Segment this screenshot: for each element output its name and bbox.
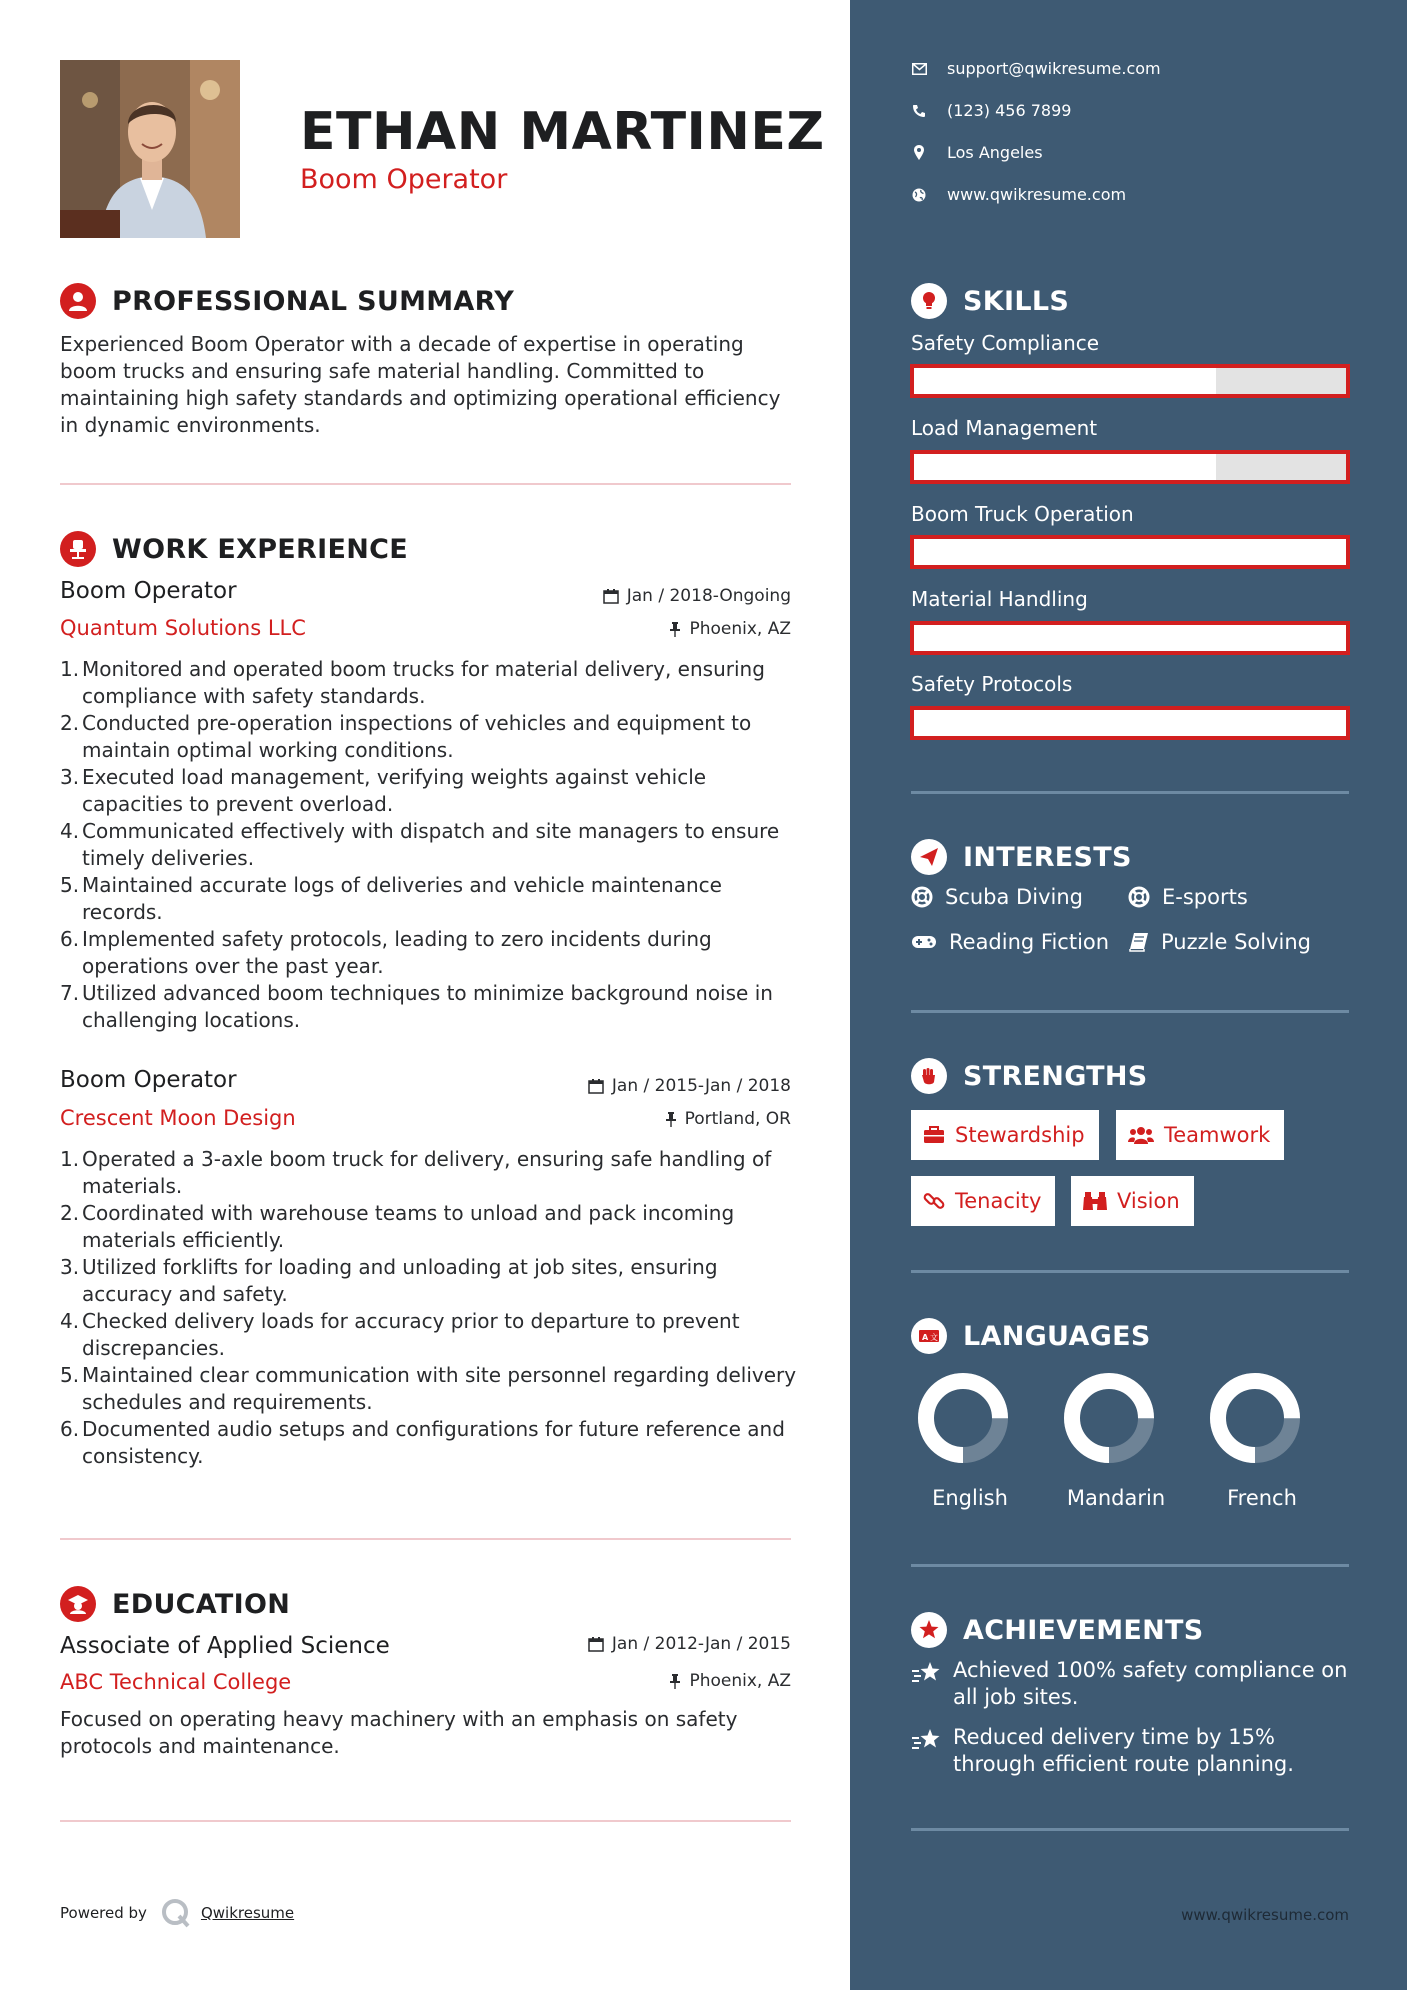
language-ring [1209, 1372, 1301, 1464]
skill-label: Material Handling [911, 587, 1088, 611]
duty-item: 5. Maintained accurate logs of deliveries and vehicle maintenance records. [60, 873, 722, 924]
job-2-company: Crescent Moon Design [60, 1106, 296, 1130]
summary-heading [60, 283, 514, 319]
skill-bar-fill [914, 710, 1346, 736]
skill-label: Boom Truck Operation [911, 502, 1134, 526]
skill-bar [910, 706, 1350, 740]
calendar-icon [603, 588, 619, 604]
strength-chip: Tenacity [911, 1176, 1055, 1226]
experience-title: WORK EXPERIENCE [112, 533, 408, 565]
chair-icon [60, 531, 96, 567]
achievement-item: Achieved 100% safety compliance on all job sites. [911, 1657, 1351, 1711]
skill-label: Safety Protocols [911, 672, 1073, 696]
pin-icon [665, 1111, 677, 1127]
achievement-item: Reduced delivery time by 15% through efficient route planning. [911, 1724, 1351, 1778]
education-heading [60, 1586, 290, 1622]
pin-icon [669, 621, 681, 637]
skill-bar-fill [914, 625, 1346, 651]
education-degree: Associate of Applied Science [60, 1633, 390, 1659]
job-2-location: Portland, OR [665, 1109, 791, 1129]
education-location: Phoenix, AZ [669, 1671, 791, 1691]
footer-powered-by: Powered by Qwikresume [60, 1898, 294, 1928]
skill-bar-fill [914, 368, 1216, 394]
envelope-icon [912, 63, 927, 75]
pin-icon [669, 1673, 681, 1689]
svg-text:A: A [922, 1333, 929, 1342]
strengths-title: STRENGTHS [963, 1060, 1148, 1092]
phone-icon [912, 104, 926, 118]
divider [911, 1010, 1349, 1013]
book-icon [1129, 932, 1149, 952]
job-1-location: Phoenix, AZ [669, 619, 791, 639]
skill-bar [910, 450, 1350, 484]
education-school: ABC Technical College [60, 1670, 292, 1694]
interest-item: Reading Fiction [911, 930, 1109, 954]
candidate-title: Boom Operator [300, 164, 508, 195]
qwikresume-link[interactable]: Qwikresume [200, 1904, 295, 1922]
strength-chip: Teamwork [1116, 1110, 1284, 1160]
duty-item: 4. Checked delivery loads for accuracy prior to departure to prevent discrepancies. [60, 1309, 740, 1360]
users-icon [1128, 1125, 1154, 1145]
duty-item: 1. Operated a 3-axle boom truck for delivery, ensuring safe handling of materials. [60, 1147, 772, 1198]
skills-heading [911, 283, 1069, 319]
skill-bar-fill [914, 454, 1216, 480]
link-icon [923, 1190, 945, 1212]
briefcase-icon [923, 1126, 945, 1144]
lightbulb-icon [911, 283, 947, 319]
divider [911, 791, 1349, 794]
language-ring [1063, 1372, 1155, 1464]
footer-website[interactable]: www.qwikresume.com [1181, 1906, 1349, 1924]
calendar-icon [588, 1078, 604, 1094]
interest-item: E-sports [1128, 885, 1248, 909]
language-label: Mandarin [1066, 1486, 1166, 1510]
summary-text: Experienced Boom Operator with a decade of expertise in operating boom trucks and ensuring safe material handling. Committed to maintaining high safety standards and optimizing operational efficiency in dynamic environments. [60, 332, 781, 437]
job-1-duties [60, 656, 800, 1034]
duty-item: 3. Executed load management, verifying weights against vehicle capacities to prevent overload. [60, 765, 707, 816]
duty-item: 4. Communicated effectively with dispatch and site managers to ensure timely deliveries. [60, 819, 780, 870]
svg-text:文: 文 [930, 1333, 938, 1342]
language-ring [917, 1372, 1009, 1464]
interest-item: Scuba Diving [911, 885, 1083, 909]
divider [911, 1828, 1349, 1831]
education-text: Focused on operating heavy machinery with an emphasis on safety protocols and maintenance. [60, 1707, 738, 1758]
interest-item: Puzzle Solving [1129, 930, 1311, 954]
duty-item: 2. Coordinated with warehouse teams to unload and pack incoming materials efficiently. [60, 1201, 735, 1252]
job-1-dates: Jan / 2018-Ongoing [603, 586, 791, 606]
achievements-title: ACHIEVEMENTS [963, 1614, 1204, 1646]
job-2-duties [60, 1146, 800, 1470]
calendar-icon [588, 1636, 604, 1652]
skill-bar-fill [914, 539, 1346, 565]
user-icon [60, 283, 96, 319]
duty-item: 5. Maintained clear communication with site personnel regarding delivery schedules and requirements. [60, 1363, 797, 1414]
qwikresume-logo-icon [161, 1898, 191, 1928]
duty-item: 6. Documented audio setups and configurations for future reference and consistency. [60, 1417, 785, 1468]
interests-title: INTERESTS [963, 841, 1132, 873]
interests-heading [911, 839, 1132, 875]
paper-plane-icon [911, 839, 947, 875]
candidate-name: ETHAN MARTINEZ [300, 102, 825, 162]
globe-icon [912, 188, 926, 202]
strength-chip: Vision [1071, 1176, 1194, 1226]
lifebuoy-icon [911, 886, 933, 908]
contact-website[interactable]: www.qwikresume.com [911, 185, 1126, 204]
languages-title: LANGUAGES [963, 1320, 1151, 1352]
divider [60, 483, 791, 485]
duty-item: 3. Utilized forklifts for loading and unloading at job sites, ensuring accuracy and safety. [60, 1255, 718, 1306]
duty-item: 1. Monitored and operated boom trucks for material delivery, ensuring compliance with safety standards. [60, 657, 765, 708]
contact-email[interactable]: support@qwikresume.com [911, 59, 1161, 78]
achievements-heading [911, 1612, 1204, 1648]
duty-item: 7. Utilized advanced boom techniques to minimize background noise in challenging locations. [60, 981, 773, 1032]
skills-title: SKILLS [963, 285, 1070, 317]
star-badge-icon [911, 1612, 947, 1648]
experience-heading [60, 531, 408, 567]
education-title: EDUCATION [112, 1588, 291, 1620]
job-2-title: Boom Operator [60, 1067, 237, 1093]
fist-icon [911, 1058, 947, 1094]
contact-location: Los Angeles [911, 143, 1043, 162]
job-1-company: Quantum Solutions LLC [60, 616, 306, 640]
language-label: English [932, 1486, 1008, 1510]
language-label: French [1227, 1486, 1297, 1510]
map-pin-icon [914, 145, 924, 160]
job-1-title: Boom Operator [60, 578, 237, 604]
education-dates: Jan / 2012-Jan / 2015 [588, 1634, 791, 1654]
summary-title: PROFESSIONAL SUMMARY [112, 285, 515, 317]
shooting-star-icon [911, 1726, 943, 1754]
graduate-icon [60, 1586, 96, 1622]
gamepad-icon [911, 933, 937, 951]
shooting-star-icon [911, 1659, 943, 1687]
translate-icon [911, 1318, 947, 1354]
skill-bar [910, 535, 1350, 569]
duty-item: 6. Implemented safety protocols, leading to zero incidents during operations over the past year. [60, 927, 712, 978]
skill-bar [910, 364, 1350, 398]
lifebuoy-icon [1128, 886, 1150, 908]
skill-label: Load Management [911, 416, 1098, 440]
languages-heading [911, 1318, 1151, 1354]
divider [60, 1820, 791, 1822]
duty-item: 2. Conducted pre-operation inspections of vehicles and equipment to maintain optimal working conditions. [60, 711, 752, 762]
strength-chip: Stewardship [911, 1110, 1099, 1160]
skill-label: Safety Compliance [911, 331, 1100, 355]
divider [60, 1538, 791, 1540]
divider [911, 1270, 1349, 1273]
job-2-dates: Jan / 2015-Jan / 2018 [588, 1076, 791, 1096]
profile-photo [60, 60, 240, 238]
divider [911, 1564, 1349, 1567]
skill-bar [910, 621, 1350, 655]
contact-phone[interactable]: (123) 456 7899 [911, 101, 1071, 120]
strengths-heading [911, 1058, 1148, 1094]
binoculars-icon [1083, 1191, 1107, 1211]
